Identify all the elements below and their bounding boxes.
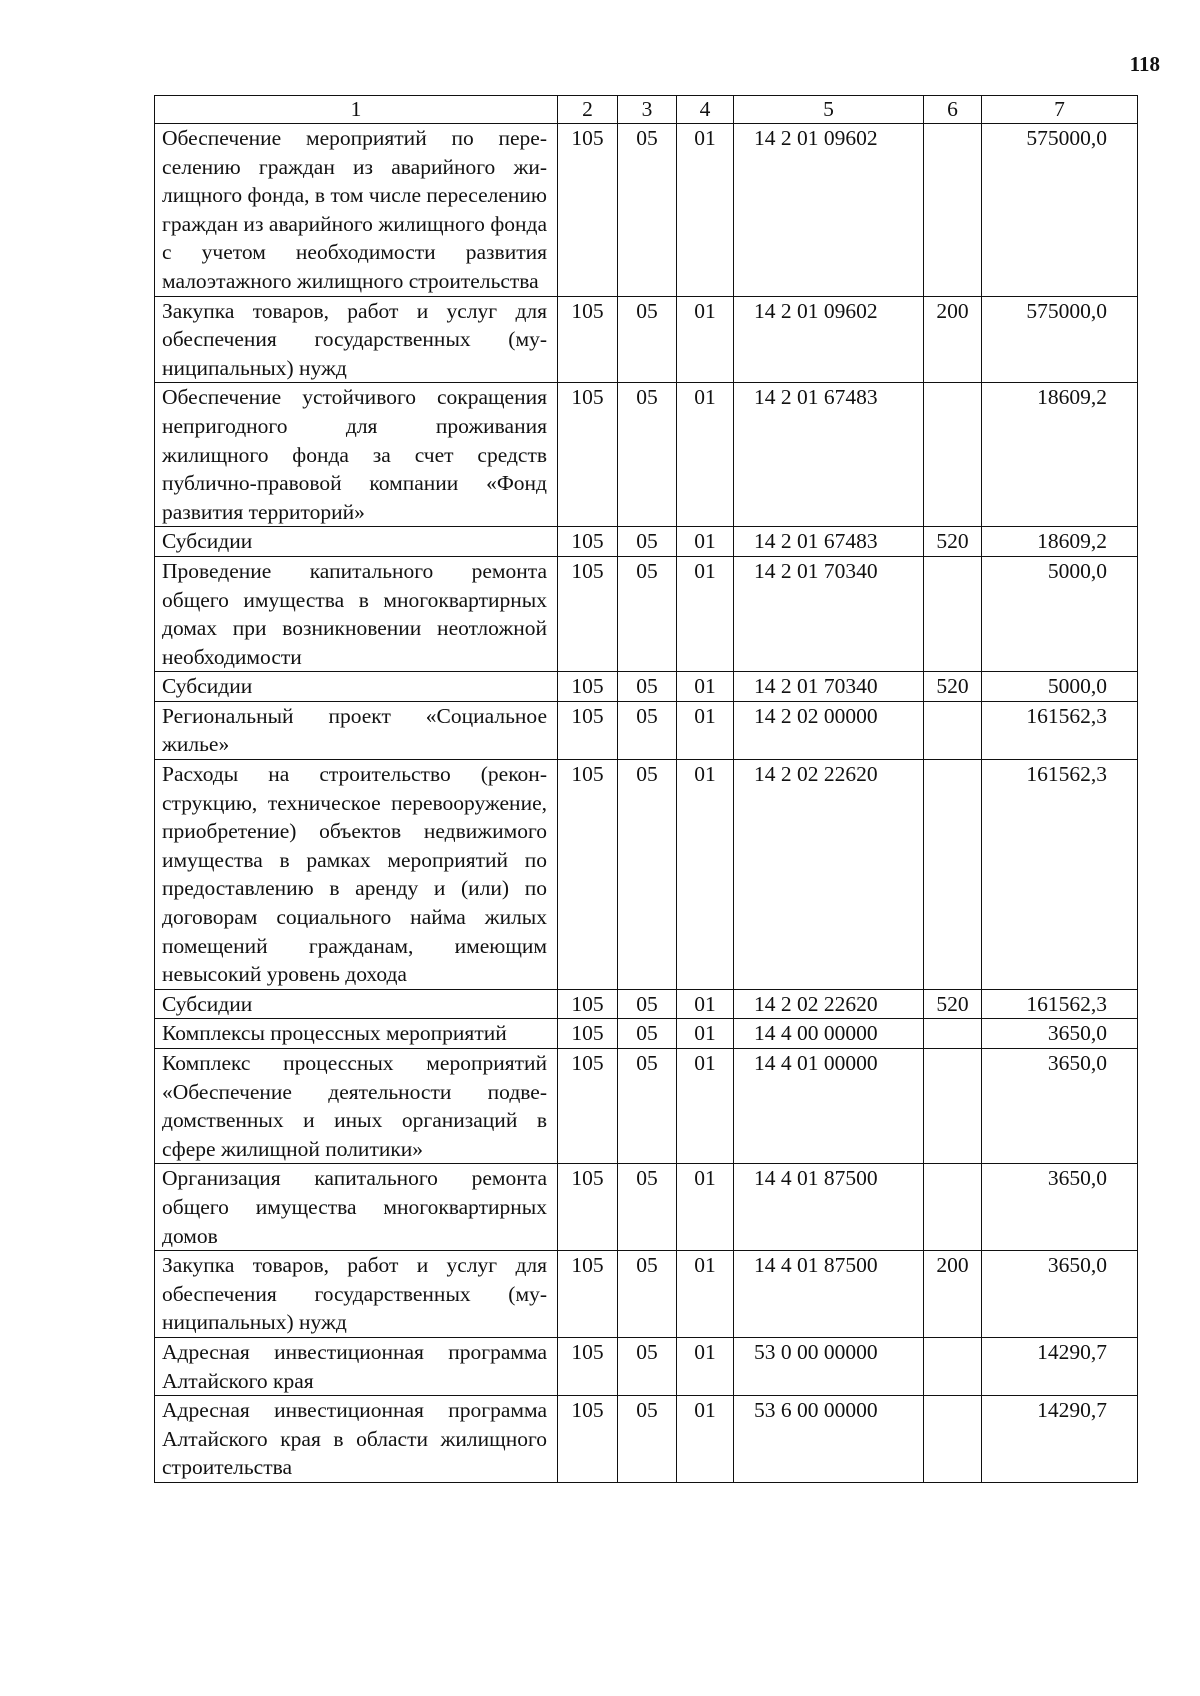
expense-name-cell: Субсидии	[155, 527, 558, 557]
section-code-cell: 05	[618, 1396, 677, 1483]
table-row	[155, 383, 1138, 527]
expense-name-cell: Обеспечение мероприятий по переселению граждан из аварийного жилищного фонда, в том числе переселению граждан из аварийного жилищного фонда с учетом необходимости развития малоэтажного жилищного строительства	[155, 124, 558, 297]
ministry-code-cell: 105	[558, 701, 618, 759]
subsection-code-cell: 01	[677, 527, 734, 557]
expense-name-cell: Обеспечение устойчивого сокращения непригодного для проживания жилищного фонда за счет средств публично-правовой компании «Фонд развития территорий»	[155, 383, 558, 527]
target-article-cell: 14 2 01 67483	[734, 383, 924, 527]
target-article-cell: 53 0 00 00000	[734, 1337, 924, 1395]
expense-type-cell: 520	[924, 989, 982, 1019]
expense-name-cell: Адресная инвестиционная программа Алтайского края в области жилищного строительства	[155, 1396, 558, 1483]
target-article-cell: 14 2 01 70340	[734, 556, 924, 671]
section-code-cell: 05	[618, 527, 677, 557]
subsection-code-cell: 01	[677, 1396, 734, 1483]
column-header: 4	[677, 96, 734, 124]
ministry-code-cell: 105	[558, 124, 618, 297]
expense-name-cell: Субсидии	[155, 989, 558, 1019]
amount-cell: 161562,3	[982, 989, 1138, 1019]
table-row	[155, 989, 1138, 1019]
target-article-cell: 14 4 00 00000	[734, 1019, 924, 1049]
amount-cell: 161562,3	[982, 760, 1138, 990]
expense-type-cell: 520	[924, 527, 982, 557]
expense-type-cell: 200	[924, 1251, 982, 1338]
expense-type-cell	[924, 1337, 982, 1395]
page-number: 118	[1129, 52, 1160, 76]
section-code-cell: 05	[618, 701, 677, 759]
table-row	[155, 296, 1138, 383]
column-header: 7	[982, 96, 1138, 124]
table-row	[155, 701, 1138, 759]
expense-type-cell	[924, 1049, 982, 1164]
target-article-cell: 14 2 02 22620	[734, 989, 924, 1019]
column-header: 5	[734, 96, 924, 124]
table-row	[155, 1164, 1138, 1251]
expense-name-cell: Комплекс процессных мероприятий «Обеспечение деятельности подведомственных и иных организаций в сфере жилищной политики»	[155, 1049, 558, 1164]
amount-cell: 3650,0	[982, 1049, 1138, 1164]
section-code-cell: 05	[618, 1337, 677, 1395]
section-code-cell: 05	[618, 124, 677, 297]
expense-name-cell: Закупка товаров, работ и услуг для обеспечения государственных (муниципальных) нужд	[155, 1251, 558, 1338]
table-row	[155, 1337, 1138, 1395]
amount-cell: 3650,0	[982, 1164, 1138, 1251]
ministry-code-cell: 105	[558, 989, 618, 1019]
amount-cell: 3650,0	[982, 1019, 1138, 1049]
expense-type-cell	[924, 1396, 982, 1483]
expense-type-cell	[924, 701, 982, 759]
ministry-code-cell: 105	[558, 760, 618, 990]
column-header: 1	[155, 96, 558, 124]
section-code-cell: 05	[618, 672, 677, 702]
expense-type-cell	[924, 556, 982, 671]
expense-type-cell	[924, 124, 982, 297]
expense-type-cell	[924, 383, 982, 527]
ministry-code-cell: 105	[558, 672, 618, 702]
section-code-cell: 05	[618, 1164, 677, 1251]
amount-cell: 5000,0	[982, 556, 1138, 671]
column-header: 3	[618, 96, 677, 124]
table-row	[155, 1019, 1138, 1049]
table-row	[155, 124, 1138, 297]
expense-type-cell: 200	[924, 296, 982, 383]
expense-type-cell	[924, 1019, 982, 1049]
section-code-cell: 05	[618, 383, 677, 527]
subsection-code-cell: 01	[677, 989, 734, 1019]
amount-cell: 14290,7	[982, 1396, 1138, 1483]
section-code-cell: 05	[618, 556, 677, 671]
ministry-code-cell: 105	[558, 1251, 618, 1338]
table-row	[155, 527, 1138, 557]
subsection-code-cell: 01	[677, 701, 734, 759]
amount-cell: 161562,3	[982, 701, 1138, 759]
section-code-cell: 05	[618, 760, 677, 990]
amount-cell: 575000,0	[982, 124, 1138, 297]
expense-name-cell: Расходы на строительство (реконструкцию, техническое перевооружение, приобретение) объектов недвижимого имущества в рамках мероприятий по предоставлению в аренду и (или) по договорам социального найма жилых помещений гражданам, имеющим невысокий уровень дохода	[155, 760, 558, 990]
expense-type-cell	[924, 760, 982, 990]
target-article-cell: 53 6 00 00000	[734, 1396, 924, 1483]
expense-name-cell: Региональный проект «Социальное жилье»	[155, 701, 558, 759]
subsection-code-cell: 01	[677, 124, 734, 297]
expense-name-cell: Комплексы процессных мероприятий	[155, 1019, 558, 1049]
subsection-code-cell: 01	[677, 760, 734, 990]
table-header-row	[155, 96, 1138, 124]
target-article-cell: 14 2 01 67483	[734, 527, 924, 557]
expense-name-cell: Адресная инвестиционная программа Алтайского края	[155, 1337, 558, 1395]
subsection-code-cell: 01	[677, 1049, 734, 1164]
subsection-code-cell: 01	[677, 383, 734, 527]
column-header: 6	[924, 96, 982, 124]
ministry-code-cell: 105	[558, 527, 618, 557]
table-row	[155, 1251, 1138, 1338]
section-code-cell: 05	[618, 1251, 677, 1338]
target-article-cell: 14 2 01 70340	[734, 672, 924, 702]
amount-cell: 18609,2	[982, 527, 1138, 557]
ministry-code-cell: 105	[558, 1396, 618, 1483]
section-code-cell: 05	[618, 1049, 677, 1164]
amount-cell: 5000,0	[982, 672, 1138, 702]
table-row	[155, 1049, 1138, 1164]
expense-name-cell: Проведение капитального ремонта общего имущества в многоквартирных домах при возникновении неотложной необходимости	[155, 556, 558, 671]
table-row	[155, 760, 1138, 990]
expense-type-cell	[924, 1164, 982, 1251]
expense-name-cell: Субсидии	[155, 672, 558, 702]
amount-cell: 14290,7	[982, 1337, 1138, 1395]
table-row	[155, 672, 1138, 702]
subsection-code-cell: 01	[677, 1164, 734, 1251]
table-row	[155, 556, 1138, 671]
ministry-code-cell: 105	[558, 1049, 618, 1164]
section-code-cell: 05	[618, 989, 677, 1019]
ministry-code-cell: 105	[558, 383, 618, 527]
budget-table	[154, 95, 1138, 1483]
subsection-code-cell: 01	[677, 296, 734, 383]
ministry-code-cell: 105	[558, 556, 618, 671]
target-article-cell: 14 2 02 22620	[734, 760, 924, 990]
subsection-code-cell: 01	[677, 1251, 734, 1338]
subsection-code-cell: 01	[677, 1019, 734, 1049]
amount-cell: 575000,0	[982, 296, 1138, 383]
ministry-code-cell: 105	[558, 1019, 618, 1049]
table-row	[155, 1396, 1138, 1483]
target-article-cell: 14 2 01 09602	[734, 296, 924, 383]
amount-cell: 18609,2	[982, 383, 1138, 527]
ministry-code-cell: 105	[558, 296, 618, 383]
target-article-cell: 14 4 01 00000	[734, 1049, 924, 1164]
ministry-code-cell: 105	[558, 1337, 618, 1395]
amount-cell: 3650,0	[982, 1251, 1138, 1338]
target-article-cell: 14 4 01 87500	[734, 1164, 924, 1251]
ministry-code-cell: 105	[558, 1164, 618, 1251]
subsection-code-cell: 01	[677, 556, 734, 671]
section-code-cell: 05	[618, 296, 677, 383]
subsection-code-cell: 01	[677, 1337, 734, 1395]
target-article-cell: 14 2 01 09602	[734, 124, 924, 297]
target-article-cell: 14 2 02 00000	[734, 701, 924, 759]
section-code-cell: 05	[618, 1019, 677, 1049]
subsection-code-cell: 01	[677, 672, 734, 702]
column-header: 2	[558, 96, 618, 124]
expense-name-cell: Организация капитального ремонта общего имущества многоквартирных домов	[155, 1164, 558, 1251]
table-body	[155, 124, 1138, 1483]
expense-name-cell: Закупка товаров, работ и услуг для обеспечения государственных (муниципальных) нужд	[155, 296, 558, 383]
target-article-cell: 14 4 01 87500	[734, 1251, 924, 1338]
expense-type-cell: 520	[924, 672, 982, 702]
